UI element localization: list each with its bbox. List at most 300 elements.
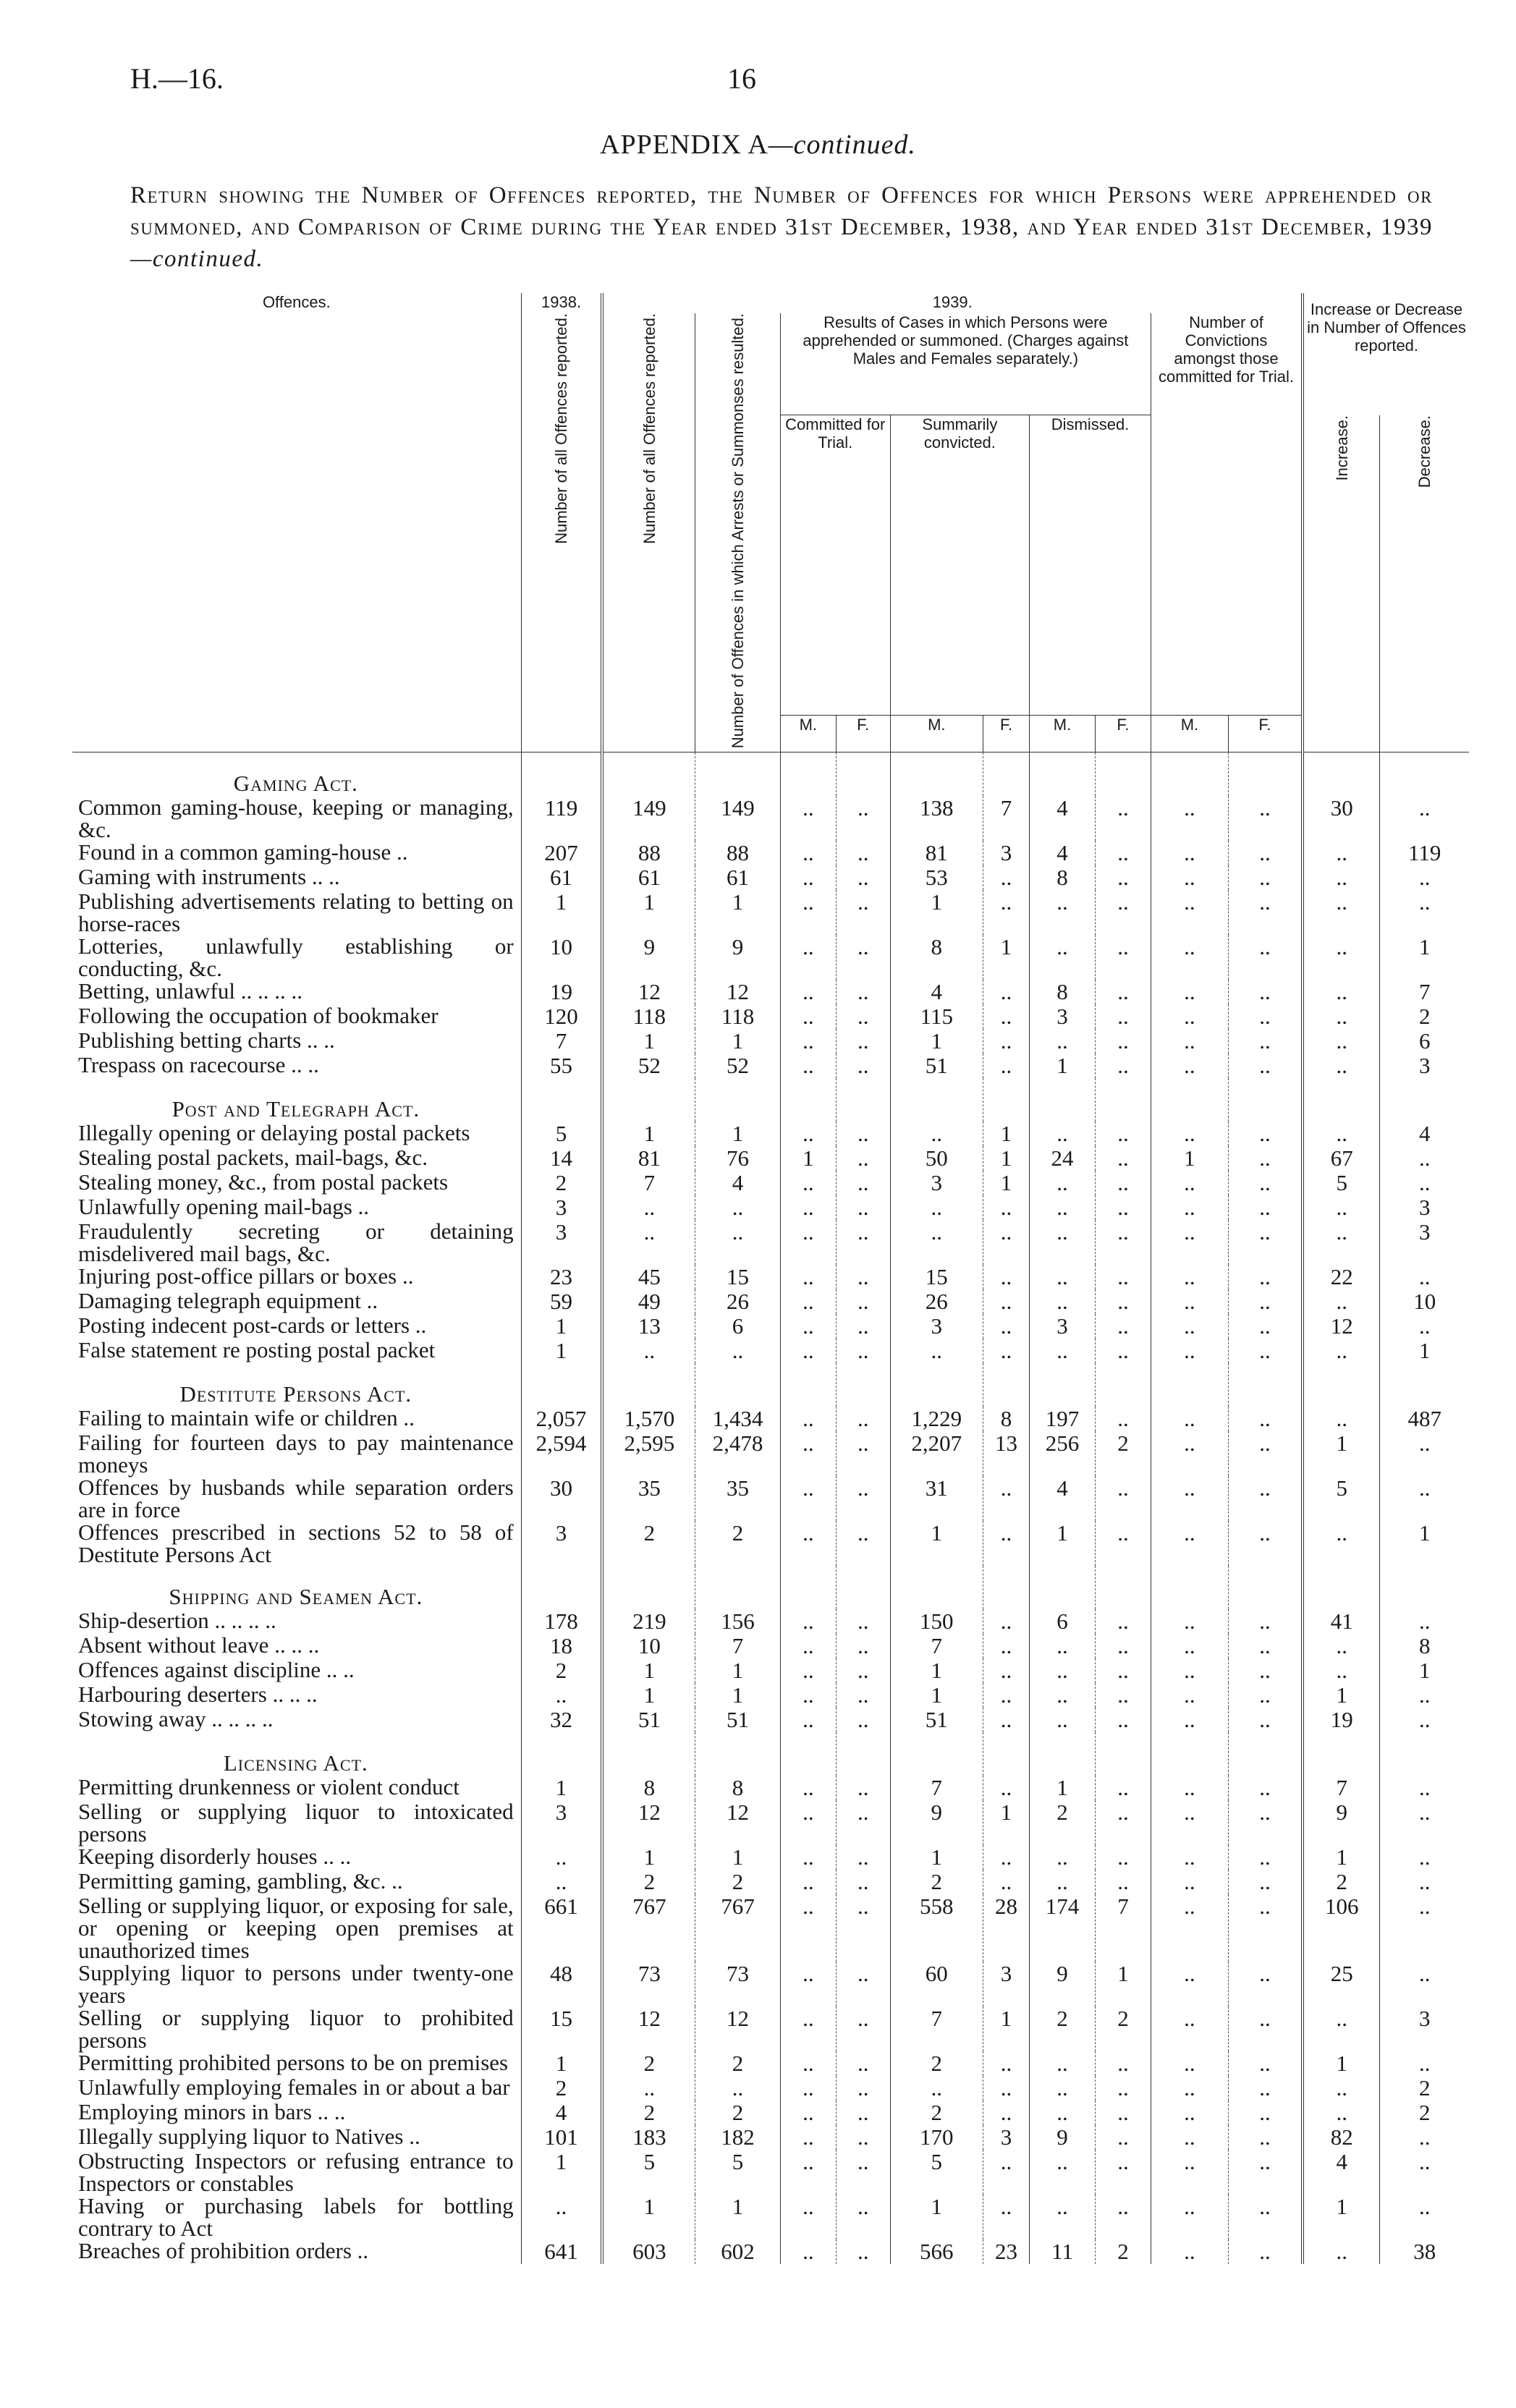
value-cell: 2 bbox=[1030, 1800, 1096, 1845]
value-cell: .. bbox=[695, 1339, 781, 1363]
value-cell: 8 bbox=[1380, 1634, 1469, 1658]
value-cell: 118 bbox=[695, 1004, 781, 1029]
table-row bbox=[72, 1314, 1469, 1339]
value-cell: .. bbox=[1030, 1683, 1096, 1708]
value-cell: .. bbox=[1095, 2150, 1151, 2195]
value-cell: .. bbox=[1095, 1289, 1151, 1314]
table-row bbox=[72, 1171, 1469, 1195]
offence-label: Offences prescribed in sections 52 to 58 of Destitute Persons Act bbox=[78, 1519, 514, 1568]
section-spacer-cell bbox=[836, 1732, 890, 1776]
value-cell: .. bbox=[780, 980, 836, 1004]
value-cell: 18 bbox=[521, 1634, 602, 1658]
value-cell: .. bbox=[1303, 1289, 1380, 1314]
value-cell: .. bbox=[1151, 2195, 1228, 2239]
section-spacer-cell bbox=[695, 1566, 781, 1609]
value-cell: .. bbox=[1095, 1195, 1151, 1220]
value-cell: .. bbox=[1228, 2076, 1303, 2100]
table-row bbox=[72, 1521, 1469, 1566]
section-spacer-cell bbox=[695, 752, 781, 797]
value-cell: 7 bbox=[602, 1171, 695, 1195]
value-cell: .. bbox=[1151, 935, 1228, 980]
table-row bbox=[72, 1407, 1469, 1431]
section-spacer-cell bbox=[1151, 1363, 1228, 1407]
section-spacer-cell bbox=[1228, 1078, 1303, 1122]
value-cell: 1 bbox=[521, 2150, 602, 2195]
section-header-gaming-act bbox=[72, 752, 1469, 797]
value-cell: .. bbox=[983, 2150, 1029, 2195]
value-cell: .. bbox=[1380, 2150, 1469, 2195]
value-cell: 15 bbox=[695, 1265, 781, 1289]
offence-label: Stealing money, &c., from postal packets bbox=[78, 1169, 449, 1195]
section-spacer-cell bbox=[1095, 1078, 1151, 1122]
offence-label: Lotteries, unlawfully establishing or conducting, &c. bbox=[78, 933, 514, 982]
value-cell: .. bbox=[1380, 865, 1469, 890]
value-cell: .. bbox=[1030, 1029, 1096, 1054]
value-cell: .. bbox=[1228, 2100, 1303, 2125]
value-cell: 3 bbox=[983, 841, 1029, 865]
value-cell: .. bbox=[836, 1029, 890, 1054]
section-spacer-cell bbox=[890, 752, 983, 797]
value-cell: 641 bbox=[521, 2239, 602, 2264]
value-cell: 1 bbox=[1380, 1658, 1469, 1683]
offence-label: Gaming with instruments .. .. bbox=[78, 864, 340, 890]
value-cell: 1 bbox=[1030, 1776, 1096, 1800]
value-cell: .. bbox=[780, 2195, 836, 2239]
value-cell: .. bbox=[1380, 2125, 1469, 2150]
value-cell: .. bbox=[1030, 1339, 1096, 1363]
value-cell: 2,207 bbox=[890, 1431, 983, 1476]
offence-label: Failing to maintain wife or children .. bbox=[78, 1405, 415, 1431]
table-row bbox=[72, 1265, 1469, 1289]
value-cell: .. bbox=[836, 1800, 890, 1845]
value-cell: 8 bbox=[602, 1776, 695, 1800]
value-cell: 35 bbox=[602, 1476, 695, 1521]
value-cell: 3 bbox=[521, 1521, 602, 1566]
table-row bbox=[72, 2051, 1469, 2076]
value-cell: .. bbox=[1095, 1683, 1151, 1708]
value-cell: 2 bbox=[1380, 2100, 1469, 2125]
value-cell: 2 bbox=[1095, 2239, 1151, 2264]
value-cell: 2,595 bbox=[602, 1431, 695, 1476]
value-cell: 8 bbox=[1030, 865, 1096, 890]
value-cell: .. bbox=[836, 935, 890, 980]
value-cell: .. bbox=[780, 1220, 836, 1265]
value-cell: .. bbox=[836, 2239, 890, 2264]
section-spacer-cell bbox=[1380, 752, 1469, 797]
section-spacer-cell bbox=[1030, 1566, 1096, 1609]
value-cell: 2 bbox=[602, 2051, 695, 2076]
table-row bbox=[72, 1431, 1469, 1476]
section-spacer-cell bbox=[1303, 1566, 1380, 1609]
value-cell: .. bbox=[1151, 1171, 1228, 1195]
value-cell: .. bbox=[1095, 1265, 1151, 1289]
value-cell: 603 bbox=[602, 2239, 695, 2264]
value-cell: 26 bbox=[890, 1289, 983, 1314]
value-cell: .. bbox=[1228, 1962, 1303, 2006]
section-spacer-cell bbox=[1303, 1732, 1380, 1776]
value-cell: 5 bbox=[602, 2150, 695, 2195]
value-cell: .. bbox=[1030, 2076, 1096, 2100]
value-cell: 35 bbox=[695, 1476, 781, 1521]
value-cell: .. bbox=[1095, 865, 1151, 890]
value-cell: .. bbox=[1030, 2100, 1096, 2125]
table-row bbox=[72, 2076, 1469, 2100]
section-spacer-cell bbox=[983, 1363, 1029, 1407]
offence-label: Publishing betting charts .. .. bbox=[78, 1027, 335, 1054]
value-cell: .. bbox=[780, 1800, 836, 1845]
value-cell: 558 bbox=[890, 1894, 983, 1962]
value-cell: 2 bbox=[695, 1521, 781, 1566]
value-cell: 51 bbox=[890, 1054, 983, 1078]
value-cell: 9 bbox=[695, 935, 781, 980]
offence-label: Fraudulently secreting or detaining misdelivered mail bags, &c. bbox=[78, 1218, 514, 1267]
value-cell: .. bbox=[1151, 2239, 1228, 2264]
value-cell: 1 bbox=[1030, 1521, 1096, 1566]
value-cell: .. bbox=[983, 1708, 1029, 1732]
value-cell: 1 bbox=[890, 2195, 983, 2239]
value-cell: .. bbox=[836, 1870, 890, 1894]
value-cell: 52 bbox=[602, 1054, 695, 1078]
value-cell: .. bbox=[780, 1054, 836, 1078]
value-cell: .. bbox=[1228, 2125, 1303, 2150]
value-cell: .. bbox=[1095, 796, 1151, 841]
value-cell: 3 bbox=[1380, 1195, 1469, 1220]
value-cell: .. bbox=[836, 1634, 890, 1658]
table-row bbox=[72, 2006, 1469, 2051]
value-cell: 1 bbox=[1303, 2051, 1380, 2076]
value-cell: .. bbox=[983, 1845, 1029, 1870]
value-cell: 4 bbox=[1030, 841, 1096, 865]
value-cell: .. bbox=[1228, 1314, 1303, 1339]
header-dismissed-f: F. bbox=[1095, 716, 1151, 752]
value-cell: .. bbox=[1095, 1845, 1151, 1870]
value-cell: 9 bbox=[602, 935, 695, 980]
value-cell: 101 bbox=[521, 2125, 602, 2150]
value-cell: 156 bbox=[695, 1609, 781, 1634]
header-convictions-m: M. bbox=[1151, 716, 1228, 752]
section-spacer-cell bbox=[1030, 1732, 1096, 1776]
section-spacer-cell bbox=[890, 1078, 983, 1122]
value-cell: 2 bbox=[602, 2100, 695, 2125]
value-cell: .. bbox=[1030, 1845, 1096, 1870]
offence-label: Employing minors in bars .. .. bbox=[78, 2099, 346, 2125]
offence-label: Posting indecent post-cards or letters .. bbox=[78, 1313, 427, 1339]
value-cell: 51 bbox=[890, 1708, 983, 1732]
value-cell: 1 bbox=[521, 1776, 602, 1800]
section-spacer-cell bbox=[1228, 1363, 1303, 1407]
value-cell: 1 bbox=[521, 2051, 602, 2076]
offence-label: Illegally supplying liquor to Natives .. bbox=[78, 2124, 420, 2150]
value-cell: 9 bbox=[1030, 2125, 1096, 2150]
value-cell: 1 bbox=[521, 890, 602, 935]
section-spacer-cell bbox=[602, 1566, 695, 1609]
value-cell: .. bbox=[1151, 1220, 1228, 1265]
table-row bbox=[72, 841, 1469, 865]
value-cell: .. bbox=[1151, 1289, 1228, 1314]
value-cell: .. bbox=[1151, 1634, 1228, 1658]
value-cell: 2,057 bbox=[521, 1407, 602, 1431]
value-cell: 1 bbox=[890, 1029, 983, 1054]
value-cell: .. bbox=[1380, 1146, 1469, 1171]
value-cell: .. bbox=[983, 1776, 1029, 1800]
value-cell: .. bbox=[836, 1476, 890, 1521]
value-cell: 1 bbox=[890, 1521, 983, 1566]
section-spacer-cell bbox=[1095, 752, 1151, 797]
value-cell: .. bbox=[780, 865, 836, 890]
value-cell: .. bbox=[1228, 2195, 1303, 2239]
value-cell: .. bbox=[1095, 2125, 1151, 2150]
section-spacer-cell bbox=[1151, 1566, 1228, 1609]
section-title: Gaming Act. bbox=[233, 771, 358, 797]
value-cell: .. bbox=[836, 1962, 890, 2006]
value-cell: 3 bbox=[1380, 1220, 1469, 1265]
value-cell: .. bbox=[836, 2125, 890, 2150]
value-cell: 7 bbox=[1303, 1776, 1380, 1800]
value-cell: 1 bbox=[695, 1683, 781, 1708]
value-cell: 12 bbox=[1303, 1314, 1380, 1339]
table-row bbox=[72, 1683, 1469, 1708]
table-row bbox=[72, 1634, 1469, 1658]
value-cell: .. bbox=[1228, 1339, 1303, 1363]
offence-label: Having or purchasing labels for bottling contrary to Act bbox=[78, 2193, 514, 2242]
value-cell: .. bbox=[1303, 1521, 1380, 1566]
table-row bbox=[72, 980, 1469, 1004]
value-cell: 183 bbox=[602, 2125, 695, 2150]
value-cell: 2 bbox=[1095, 1431, 1151, 1476]
section-spacer-cell bbox=[983, 1078, 1029, 1122]
value-cell: 22 bbox=[1303, 1265, 1380, 1289]
section-spacer-cell bbox=[1095, 1363, 1151, 1407]
value-cell: .. bbox=[1228, 1683, 1303, 1708]
value-cell: 661 bbox=[521, 1894, 602, 1962]
offence-label: Unlawfully employing females in or about a bar bbox=[78, 2074, 510, 2100]
value-cell: .. bbox=[983, 1609, 1029, 1634]
header-increase-text: Increase. bbox=[1332, 415, 1351, 480]
value-cell: .. bbox=[836, 1054, 890, 1078]
value-cell: 149 bbox=[602, 796, 695, 841]
value-cell: .. bbox=[780, 2006, 836, 2051]
section-spacer-cell bbox=[1380, 1732, 1469, 1776]
value-cell: .. bbox=[983, 1658, 1029, 1683]
section-spacer-cell bbox=[602, 1732, 695, 1776]
value-cell: .. bbox=[1030, 1122, 1096, 1146]
value-cell: .. bbox=[1095, 1029, 1151, 1054]
table-row bbox=[72, 890, 1469, 935]
value-cell: .. bbox=[983, 1870, 1029, 1894]
heading-main: Return showing the Number of Offences reported, the Number of Offences for which Persons were apprehended or summoned, and Comparison of Crime during the Year ended 31st December, 1938, and Year ended 31st December, 1939 bbox=[130, 182, 1433, 240]
value-cell: .. bbox=[1380, 1894, 1469, 1962]
value-cell: .. bbox=[1380, 1431, 1469, 1476]
header-reported-1939 bbox=[602, 313, 695, 752]
heading-suffix: —continued. bbox=[130, 246, 264, 272]
value-cell: .. bbox=[890, 1220, 983, 1265]
value-cell: 2 bbox=[890, 1870, 983, 1894]
value-cell: .. bbox=[983, 1265, 1029, 1289]
value-cell: .. bbox=[836, 1195, 890, 1220]
value-cell: .. bbox=[521, 2195, 602, 2239]
value-cell: 32 bbox=[521, 1708, 602, 1732]
value-cell: .. bbox=[1151, 2150, 1228, 2195]
section-spacer-cell bbox=[836, 1078, 890, 1122]
value-cell: .. bbox=[1380, 1265, 1469, 1289]
section-spacer-cell bbox=[521, 1732, 602, 1776]
value-cell: 767 bbox=[602, 1894, 695, 1962]
value-cell: .. bbox=[1228, 1634, 1303, 1658]
value-cell: 2,478 bbox=[695, 1431, 781, 1476]
value-cell: .. bbox=[1303, 2006, 1380, 2051]
value-cell: .. bbox=[983, 1054, 1029, 1078]
table-row bbox=[72, 2195, 1469, 2239]
table-row bbox=[72, 1845, 1469, 1870]
value-cell: 4 bbox=[521, 2100, 602, 2125]
value-cell: .. bbox=[1228, 1146, 1303, 1171]
value-cell: 4 bbox=[1030, 796, 1096, 841]
value-cell: 15 bbox=[890, 1265, 983, 1289]
value-cell: .. bbox=[1303, 2076, 1380, 2100]
header-decrease bbox=[1380, 415, 1469, 752]
table-row bbox=[72, 1894, 1469, 1962]
value-cell: .. bbox=[1380, 2051, 1469, 2076]
value-cell: 118 bbox=[602, 1004, 695, 1029]
value-cell: .. bbox=[1095, 2195, 1151, 2239]
value-cell: 487 bbox=[1380, 1407, 1469, 1431]
value-cell: 1 bbox=[602, 1122, 695, 1146]
value-cell: .. bbox=[836, 1314, 890, 1339]
value-cell: 2 bbox=[1030, 2006, 1096, 2051]
value-cell: .. bbox=[602, 1220, 695, 1265]
value-cell: .. bbox=[1151, 1407, 1228, 1431]
value-cell: .. bbox=[1095, 1521, 1151, 1566]
value-cell: 3 bbox=[983, 1962, 1029, 2006]
value-cell: 19 bbox=[521, 980, 602, 1004]
offence-label: Selling or supplying liquor to prohibited persons bbox=[78, 2005, 514, 2053]
value-cell: 4 bbox=[890, 980, 983, 1004]
value-cell: 182 bbox=[695, 2125, 781, 2150]
value-cell: .. bbox=[780, 1870, 836, 1894]
value-cell: 1 bbox=[1380, 935, 1469, 980]
value-cell: .. bbox=[1380, 1476, 1469, 1521]
value-cell: 120 bbox=[521, 1004, 602, 1029]
value-cell: .. bbox=[890, 1339, 983, 1363]
section-spacer-cell bbox=[695, 1732, 781, 1776]
value-cell: .. bbox=[1151, 2076, 1228, 2100]
section-spacer-cell bbox=[695, 1078, 781, 1122]
header-year-1938: 1938. bbox=[521, 293, 602, 313]
value-cell: .. bbox=[780, 1476, 836, 1521]
value-cell: 28 bbox=[983, 1894, 1029, 1962]
value-cell: .. bbox=[1151, 890, 1228, 935]
value-cell: .. bbox=[836, 1146, 890, 1171]
table-row bbox=[72, 935, 1469, 980]
value-cell: .. bbox=[695, 1195, 781, 1220]
section-spacer-cell bbox=[521, 1078, 602, 1122]
value-cell: .. bbox=[1151, 841, 1228, 865]
offence-label: Ship-desertion .. .. .. .. bbox=[78, 1608, 276, 1634]
value-cell: .. bbox=[983, 2195, 1029, 2239]
value-cell: 9 bbox=[1303, 1800, 1380, 1845]
value-cell: .. bbox=[780, 1004, 836, 1029]
value-cell: .. bbox=[1030, 1195, 1096, 1220]
header-summarily-m: M. bbox=[890, 716, 983, 752]
offence-label: Breaches of prohibition orders .. bbox=[78, 2238, 369, 2264]
value-cell: 3 bbox=[521, 1195, 602, 1220]
value-cell: .. bbox=[1095, 1339, 1151, 1363]
value-cell: 1 bbox=[890, 1658, 983, 1683]
value-cell: 4 bbox=[1380, 1122, 1469, 1146]
header-decrease-text: Decrease. bbox=[1415, 415, 1434, 488]
value-cell: 88 bbox=[602, 841, 695, 865]
value-cell: 61 bbox=[695, 865, 781, 890]
value-cell: .. bbox=[1228, 1431, 1303, 1476]
table-body bbox=[72, 752, 1469, 2265]
value-cell: 1 bbox=[780, 1146, 836, 1171]
table-row bbox=[72, 2100, 1469, 2125]
value-cell: .. bbox=[836, 1431, 890, 1476]
value-cell: 2 bbox=[1380, 1004, 1469, 1029]
value-cell: 150 bbox=[890, 1609, 983, 1634]
value-cell: .. bbox=[780, 1845, 836, 1870]
value-cell: .. bbox=[780, 841, 836, 865]
value-cell: 1 bbox=[695, 1029, 781, 1054]
value-cell: .. bbox=[1151, 1658, 1228, 1683]
value-cell: .. bbox=[521, 1870, 602, 1894]
value-cell: 2 bbox=[1380, 2076, 1469, 2100]
value-cell: .. bbox=[1030, 1658, 1096, 1683]
section-spacer-cell bbox=[1228, 752, 1303, 797]
value-cell: .. bbox=[695, 2076, 781, 2100]
value-cell: 10 bbox=[1380, 1289, 1469, 1314]
value-cell: .. bbox=[1380, 1708, 1469, 1732]
value-cell: .. bbox=[1030, 2051, 1096, 2076]
value-cell: .. bbox=[1228, 1054, 1303, 1078]
value-cell: .. bbox=[1030, 1265, 1096, 1289]
value-cell: .. bbox=[780, 2150, 836, 2195]
value-cell: 197 bbox=[1030, 1407, 1096, 1431]
section-spacer-cell bbox=[983, 1732, 1029, 1776]
value-cell: 14 bbox=[521, 1146, 602, 1171]
value-cell: 5 bbox=[1303, 1171, 1380, 1195]
offence-label: Offences by husbands while separation orders are in force bbox=[78, 1475, 514, 1523]
value-cell: .. bbox=[1303, 865, 1380, 890]
value-cell: .. bbox=[1095, 1476, 1151, 1521]
value-cell: .. bbox=[1151, 980, 1228, 1004]
section-spacer-cell bbox=[1151, 1732, 1228, 1776]
value-cell: 4 bbox=[1030, 1476, 1096, 1521]
value-cell: 566 bbox=[890, 2239, 983, 2264]
value-cell: .. bbox=[780, 1708, 836, 1732]
value-cell: 12 bbox=[602, 2006, 695, 2051]
header-arrests-text: Number of Offences in which Arrests or Summonses resulted. bbox=[729, 313, 748, 749]
table-row bbox=[72, 1658, 1469, 1683]
value-cell: 138 bbox=[890, 796, 983, 841]
value-cell: 1 bbox=[890, 1845, 983, 1870]
section-spacer-cell bbox=[780, 1078, 836, 1122]
section-spacer-cell bbox=[695, 1363, 781, 1407]
section-spacer-cell bbox=[1095, 1566, 1151, 1609]
value-cell: 1 bbox=[1095, 1962, 1151, 2006]
offence-label: Trespass on racecourse .. .. bbox=[78, 1052, 319, 1078]
value-cell: .. bbox=[1303, 2239, 1380, 2264]
value-cell: .. bbox=[836, 980, 890, 1004]
value-cell: 61 bbox=[521, 865, 602, 890]
value-cell: .. bbox=[780, 2076, 836, 2100]
offence-label: Supplying liquor to persons under twenty-one years bbox=[78, 1960, 514, 2009]
value-cell: .. bbox=[983, 1521, 1029, 1566]
value-cell: 1 bbox=[602, 2195, 695, 2239]
value-cell: 3 bbox=[1380, 1054, 1469, 1078]
value-cell: 3 bbox=[521, 1220, 602, 1265]
section-spacer-cell bbox=[780, 1363, 836, 1407]
